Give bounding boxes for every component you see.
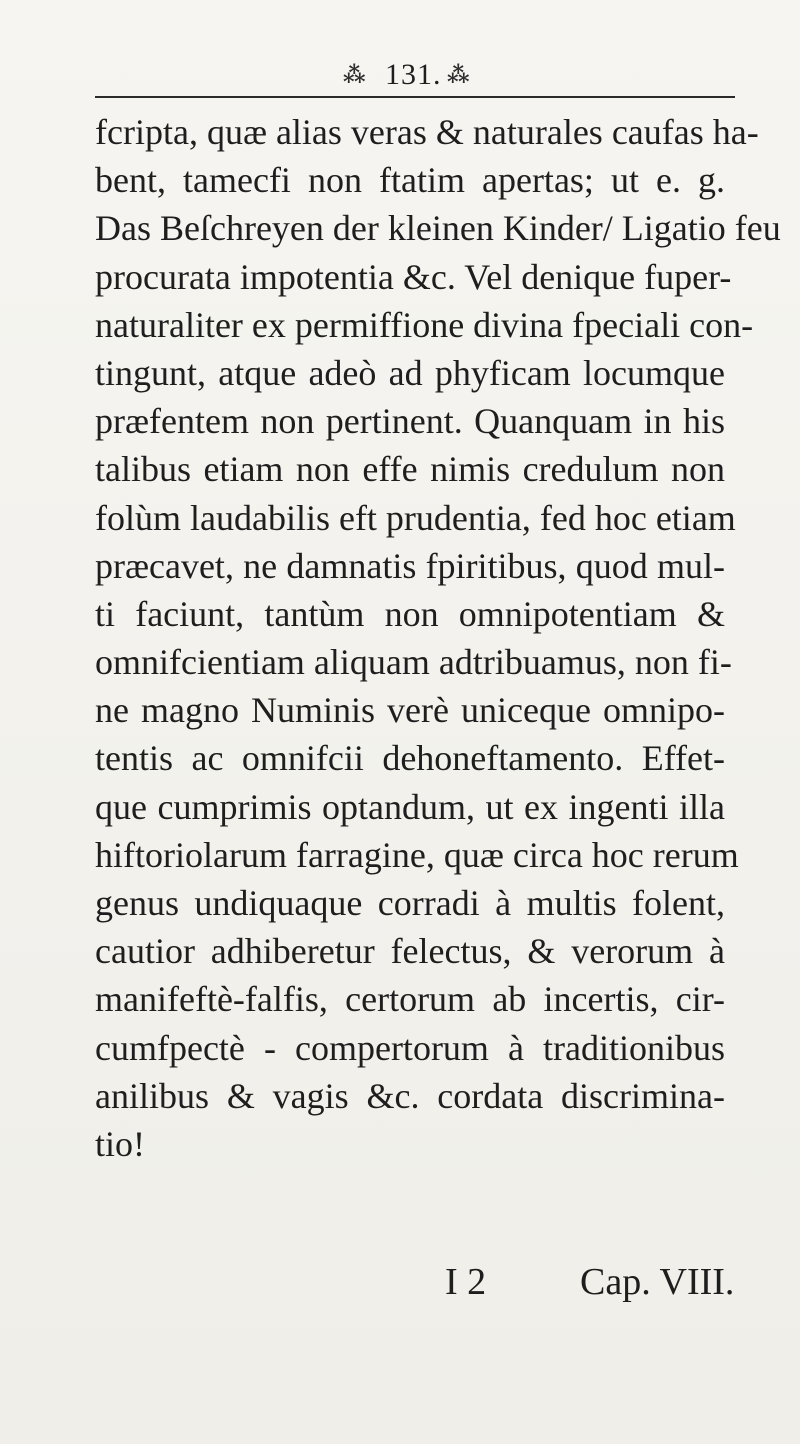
text-line: tentis ac omnifcii dehoneftamento. Effet- (95, 738, 725, 779)
text-line: ti faciunt, tantùm non omnipotentiam & (95, 593, 725, 634)
text-line: tio! (95, 1123, 145, 1164)
text-line: procurata impotentia &c. Vel denique fuper- (95, 256, 732, 297)
body-text (95, 108, 781, 1168)
page-footer (95, 1260, 735, 1310)
text-line: folùm laudabilis eft prudentia, fed hoc etiam (95, 497, 736, 538)
text-line: genus undiquaque corradi à multis folent, (95, 883, 725, 923)
text-line: naturaliter ex permiffione divina fpeciali con- (95, 304, 754, 345)
text-line: que cumprimis optandum, ut ex ingenti illa (95, 786, 725, 827)
text-line: Das Beſchreyen der kleinen Kinder/ Ligatio feu (95, 208, 781, 249)
text-line: hiftoriolarum farragine, quæ circa hoc rerum (95, 834, 739, 875)
running-header (95, 58, 735, 98)
text-line: fcripta, quæ alias veras & naturales caufas ha- (95, 112, 759, 152)
header-rule (95, 96, 735, 98)
text-line: præfentem non pertinent. Quanquam in his (95, 401, 725, 442)
text-line: ne magno Numinis verè uniceque omnipo- (95, 690, 725, 731)
text-line: cumfpectè - compertorum à traditionibus (95, 1027, 725, 1068)
page-number: 131. (385, 58, 442, 91)
text-line: præcavet, ne damnatis fpiritibus, quod mul- (95, 545, 725, 586)
catchword: Cap. VIII. (580, 1261, 735, 1303)
text-line: cautior adhiberetur felectus, & verorum à (95, 931, 725, 972)
signature-mark: I 2 (445, 1261, 487, 1303)
text-line: anilibus & vagis &c. cordata discrimina- (95, 1075, 725, 1116)
text-line: omnifcientiam aliquam adtribuamus, non fi- (95, 642, 732, 683)
printer-ornament-right: ⁂ (447, 62, 470, 87)
text-line: bent, tamecfi non ftatim apertas; ut e. g. (95, 160, 725, 201)
printer-ornament-left: ⁂ (343, 62, 366, 87)
text-line: tingunt, atque adeò ad phyficam locumque (95, 352, 725, 393)
text-line: manifeftè-falfis, certorum ab incertis, cir- (95, 979, 725, 1020)
text-line: talibus etiam non effe nimis credulum non (95, 449, 725, 490)
